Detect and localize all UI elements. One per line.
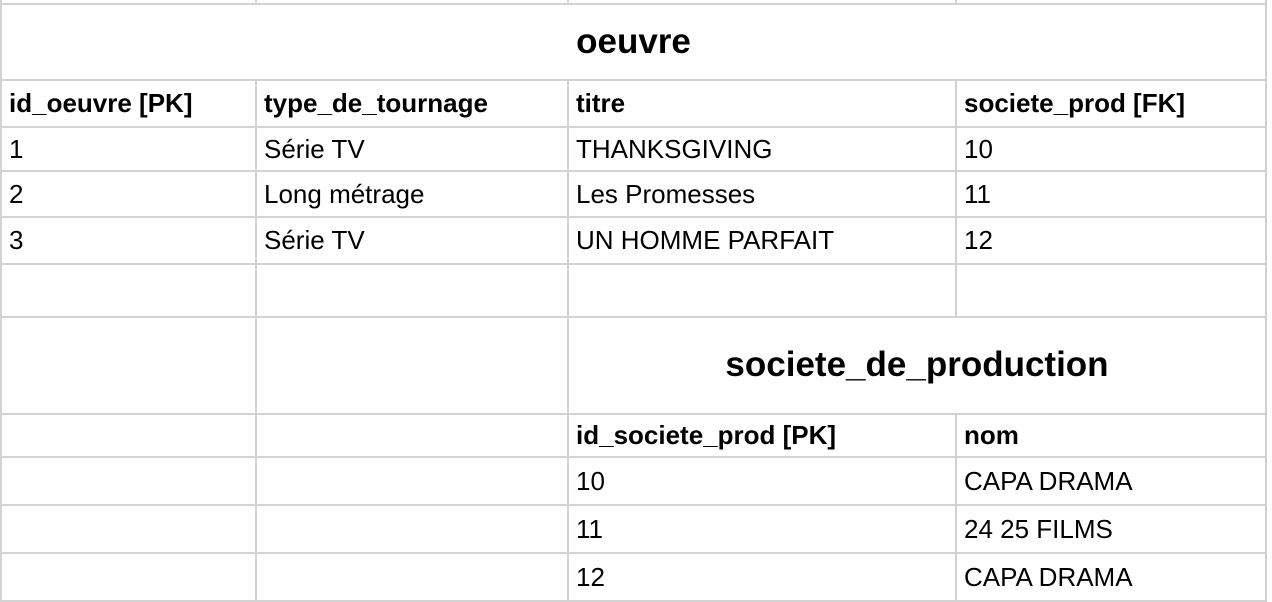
empty-cell[interactable] — [2, 265, 257, 318]
column-header-titre[interactable]: titre — [569, 81, 957, 128]
cell[interactable]: Série TV — [257, 218, 569, 265]
empty-cell[interactable] — [2, 554, 257, 602]
empty-cell[interactable] — [257, 318, 569, 415]
column-header-id-oeuvre[interactable]: id_oeuvre [PK] — [2, 81, 257, 128]
cell[interactable]: 12 — [569, 554, 957, 602]
empty-cell[interactable] — [257, 458, 569, 506]
cell[interactable]: 10 — [957, 128, 1267, 172]
empty-cell[interactable] — [257, 554, 569, 602]
cell[interactable]: CAPA DRAMA — [957, 458, 1267, 506]
empty-cell[interactable] — [2, 415, 257, 458]
cell[interactable]: Long métrage — [257, 172, 569, 218]
cell[interactable]: 2 — [2, 172, 257, 218]
cell[interactable]: Série TV — [257, 128, 569, 172]
cell[interactable]: 10 — [569, 458, 957, 506]
empty-cell[interactable] — [569, 265, 957, 318]
empty-cell[interactable] — [2, 506, 257, 554]
empty-cell[interactable] — [257, 415, 569, 458]
empty-cell[interactable] — [257, 265, 569, 318]
cell[interactable]: CAPA DRAMA — [957, 554, 1267, 602]
cell[interactable]: 1 — [2, 128, 257, 172]
empty-cell[interactable] — [257, 506, 569, 554]
table-title-oeuvre[interactable]: oeuvre — [2, 5, 1267, 81]
cell[interactable]: 11 — [569, 506, 957, 554]
empty-cell[interactable] — [2, 458, 257, 506]
cell[interactable]: 11 — [957, 172, 1267, 218]
cell[interactable]: 24 25 FILMS — [957, 506, 1267, 554]
empty-cell[interactable] — [2, 318, 257, 415]
empty-cell[interactable] — [957, 265, 1267, 318]
cell[interactable]: THANKSGIVING — [569, 128, 957, 172]
cell[interactable]: 12 — [957, 218, 1267, 265]
table-title-societe-de-production[interactable]: societe_de_production — [569, 318, 1267, 415]
cell[interactable]: UN HOMME PARFAIT — [569, 218, 957, 265]
column-header-societe-prod[interactable]: societe_prod [FK] — [957, 81, 1267, 128]
cell[interactable]: Les Promesses — [569, 172, 957, 218]
column-header-id-societe-prod[interactable]: id_societe_prod [PK] — [569, 415, 957, 458]
cell[interactable]: 3 — [2, 218, 257, 265]
column-header-type-de-tournage[interactable]: type_de_tournage — [257, 81, 569, 128]
column-header-nom[interactable]: nom — [957, 415, 1267, 458]
